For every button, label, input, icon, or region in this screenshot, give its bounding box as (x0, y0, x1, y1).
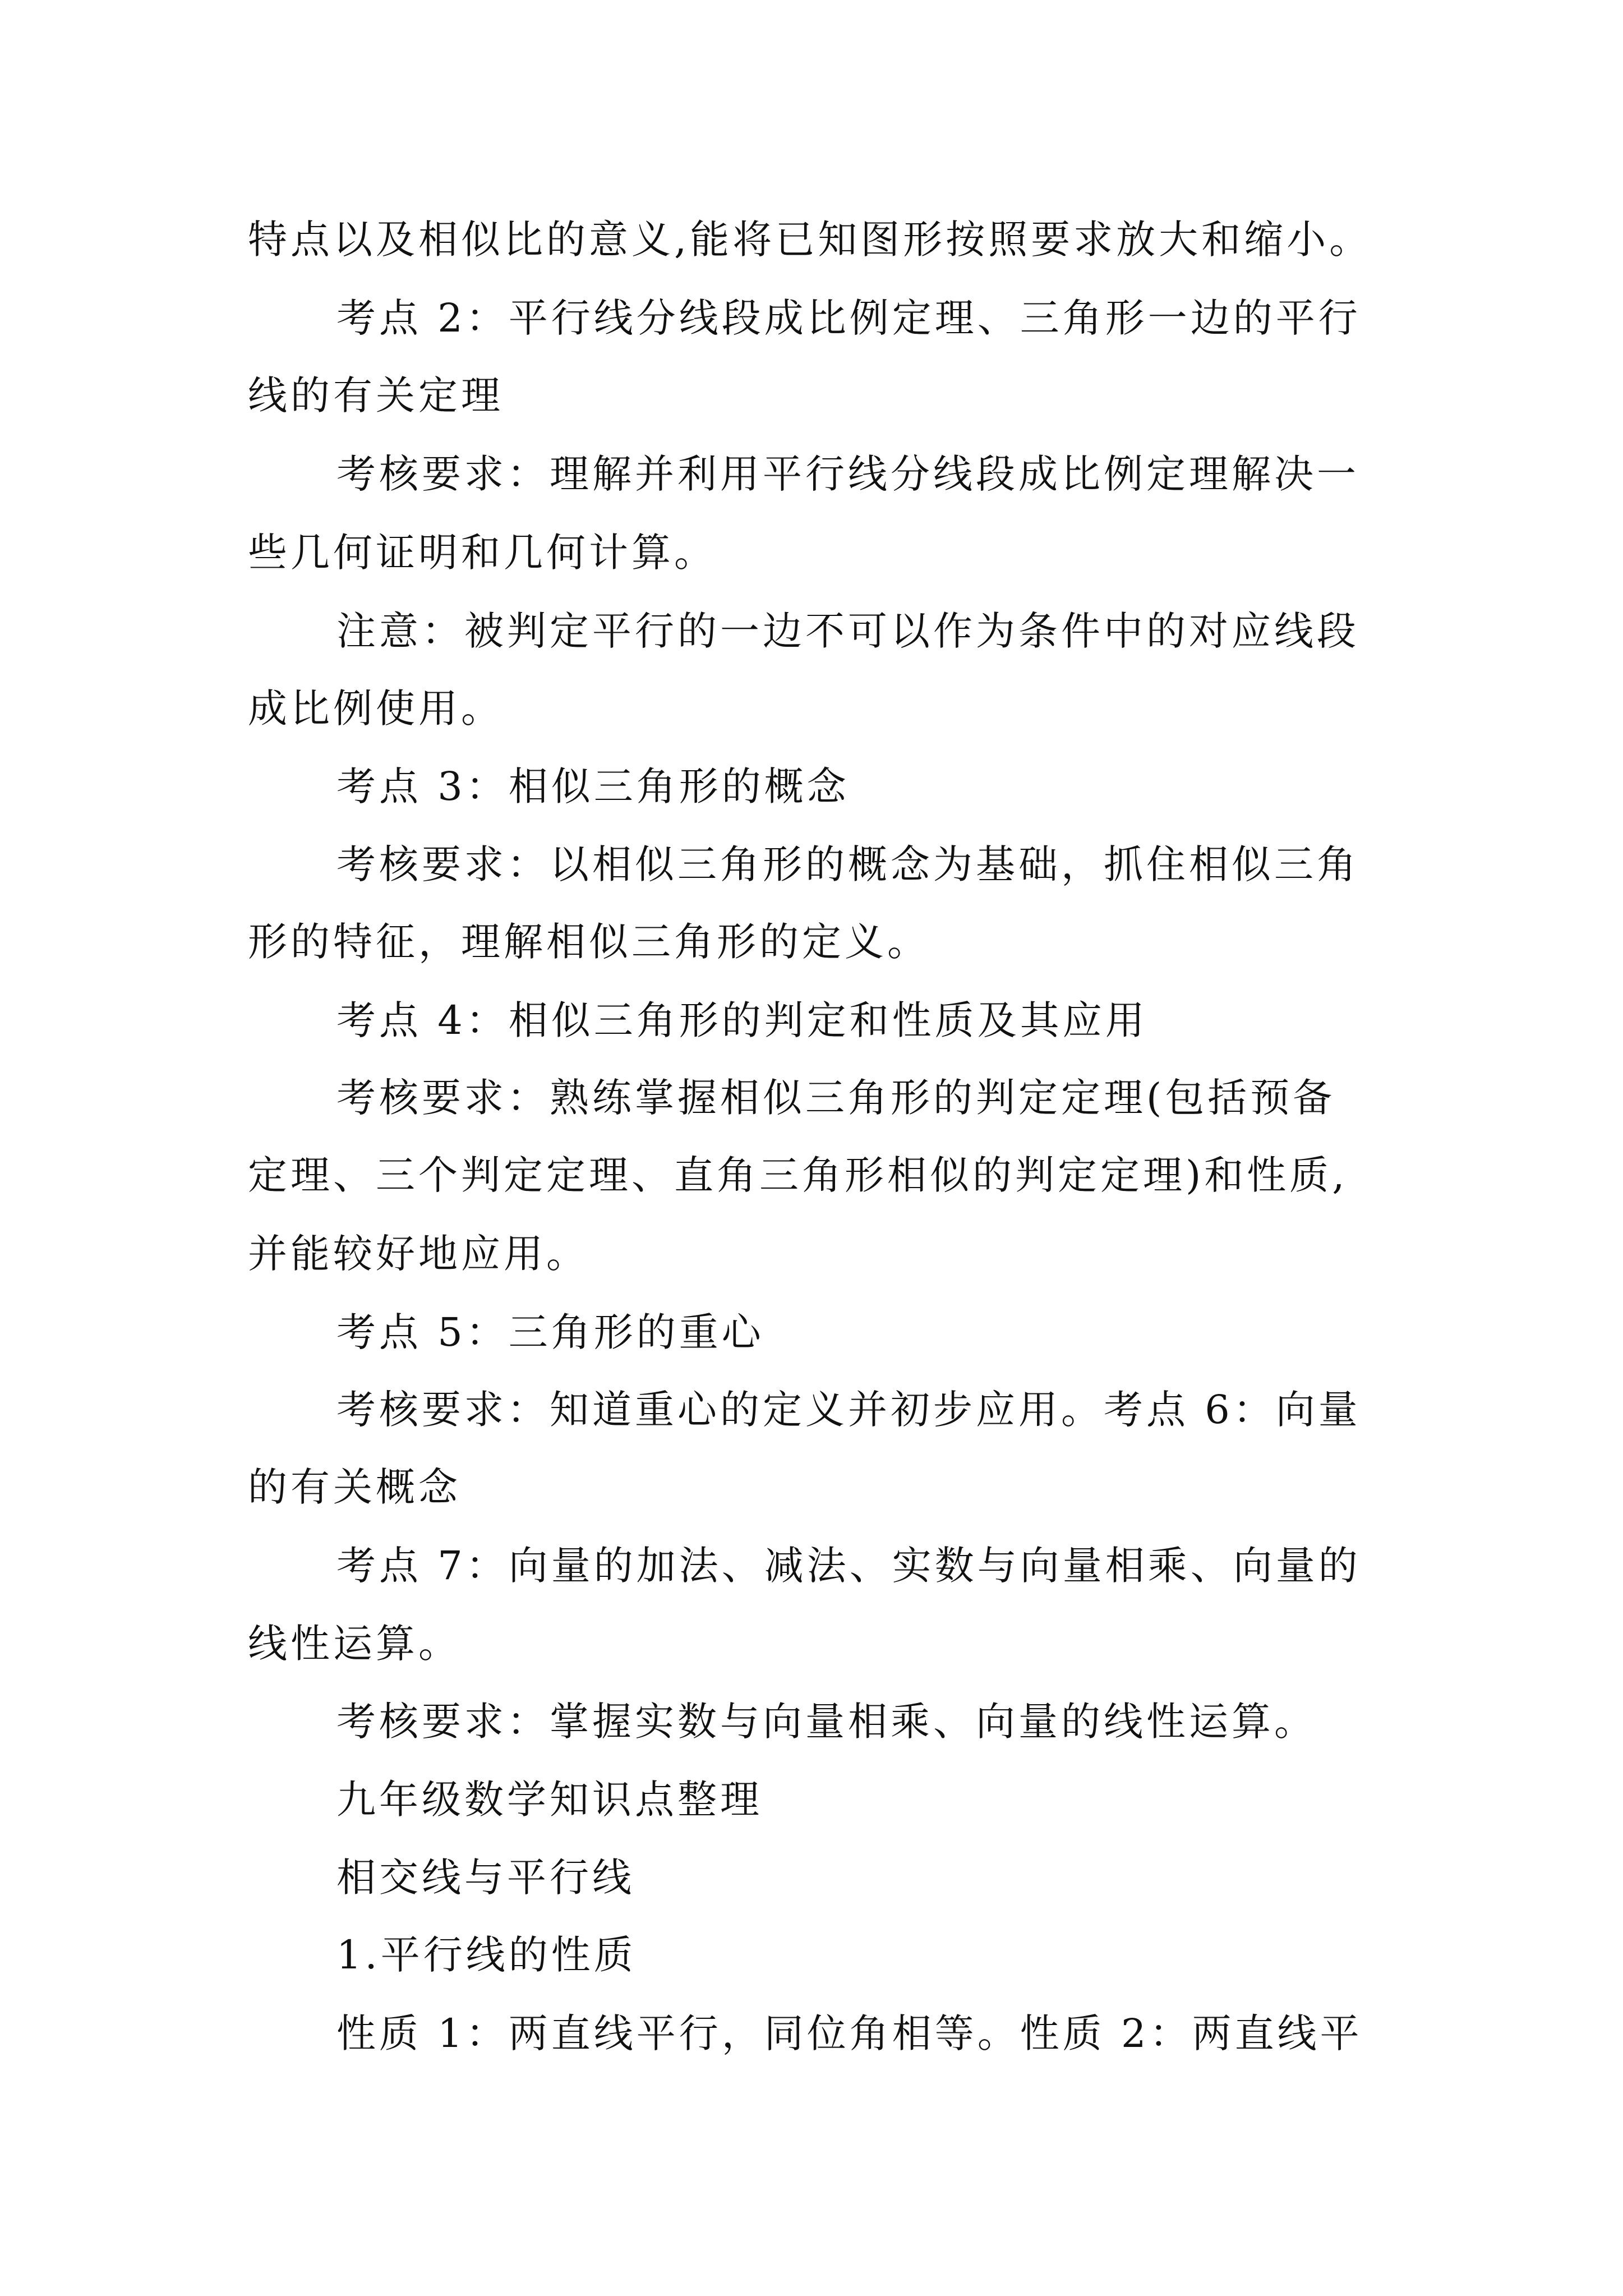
text-line-11: 考点 4：相似三角形的判定和性质及其应用 (336, 997, 1148, 1043)
text-line-1: 特点以及相似比的意义,能将已知图形按照要求放大和缩小。 (248, 217, 1372, 263)
text-line-21: 九年级数学知识点整理 (336, 1777, 763, 1823)
text-line-9: 考核要求：以相似三角形的概念为基础，抓住相似三角 (336, 841, 1359, 887)
text-line-7: 成比例使用。 (248, 685, 504, 731)
text-line-18: 考点 7：向量的加法、减法、实数与向量相乘、向量的 (336, 1543, 1361, 1589)
text-line-6: 注意：被判定平行的一边不可以作为条件中的对应线段 (336, 608, 1359, 654)
text-line-8: 考点 3：相似三角形的概念 (336, 763, 850, 809)
text-line-4: 考核要求：理解并利用平行线分线段成比例定理解决一 (336, 451, 1359, 497)
text-line-19: 线性运算。 (248, 1621, 461, 1667)
text-line-20: 考核要求：掌握实数与向量相乘、向量的线性运算。 (336, 1699, 1317, 1745)
text-line-14: 并能较好地应用。 (248, 1231, 589, 1277)
text-line-5: 些几何证明和几何计算。 (248, 530, 717, 576)
text-line-2: 考点 2：平行线分线段成比例定理、三角形一边的平行 (336, 295, 1361, 341)
text-line-22: 相交线与平行线 (336, 1855, 635, 1901)
text-line-3: 线的有关定理 (248, 372, 504, 418)
text-line-12: 考核要求：熟练掌握相似三角形的判定定理(包括预备 (336, 1075, 1336, 1121)
text-line-16: 考核要求：知道重心的定义并初步应用。考点 6：向量 (336, 1387, 1361, 1433)
text-line-23: 1.平行线的性质 (336, 1932, 637, 1978)
text-line-17: 的有关概念 (248, 1464, 461, 1510)
text-line-13: 定理、三个判定定理、直角三角形相似的判定定理)和性质, (248, 1152, 1348, 1198)
text-line-10: 形的特征，理解相似三角形的定义。 (248, 919, 930, 965)
text-line-15: 考点 5：三角形的重心 (336, 1309, 764, 1355)
text-line-24: 性质 1：两直线平行，同位角相等。性质 2：两直线平 (336, 2010, 1363, 2056)
